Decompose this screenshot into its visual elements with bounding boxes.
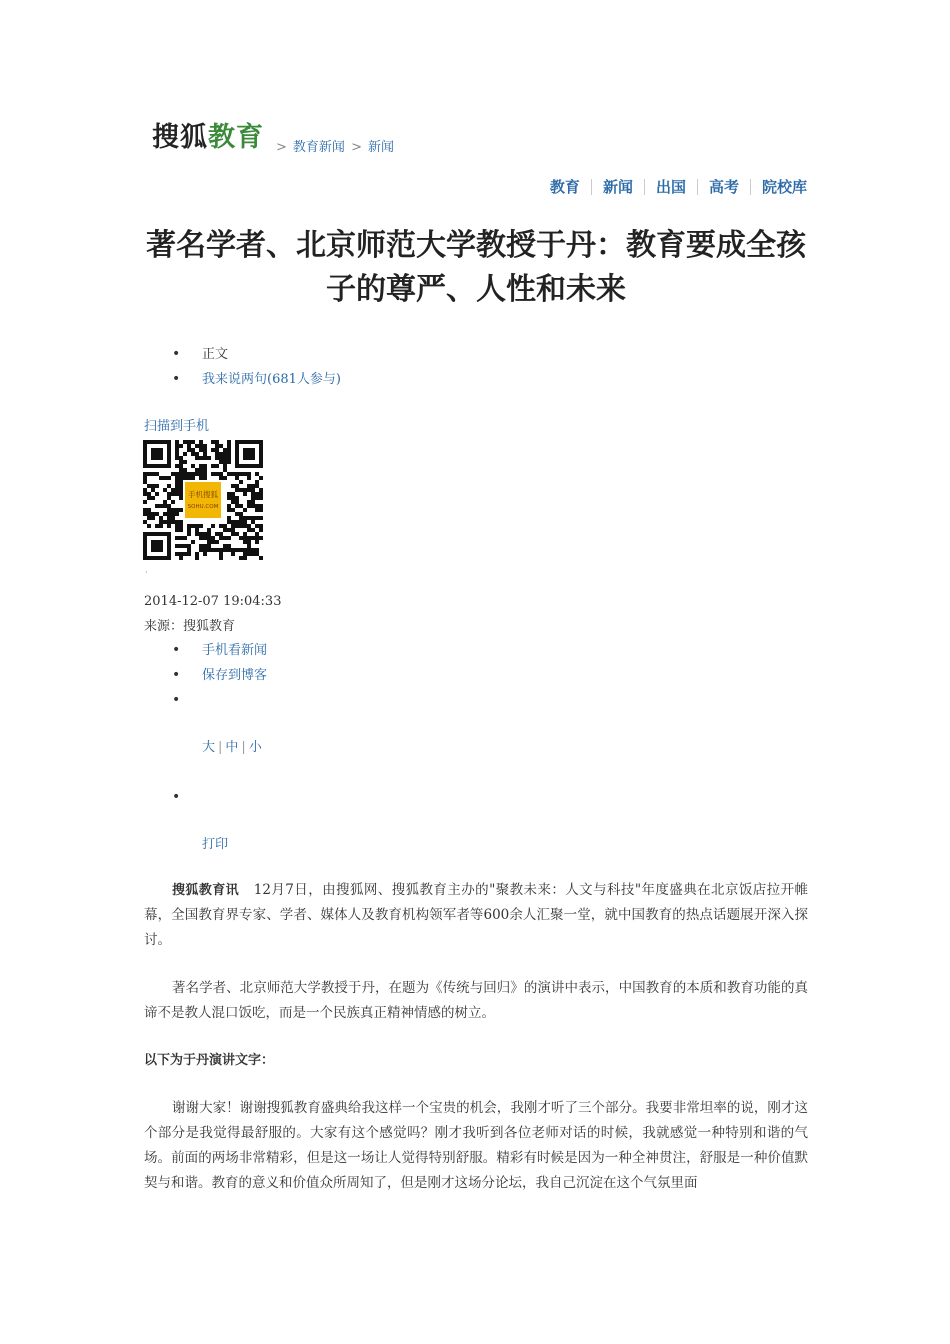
nav-school-library[interactable]: 院校库 <box>761 178 807 196</box>
breadcrumb <box>274 139 394 157</box>
tool-font-size <box>144 688 267 785</box>
qr-center-logo <box>185 482 221 518</box>
qr-code <box>143 440 263 560</box>
breadcrumb-news[interactable]: 新闻 <box>367 140 394 155</box>
nav-news[interactable]: 新闻 <box>602 178 633 196</box>
paragraph-1-text: 12月7日，由搜狐网、搜狐教育主办的"聚教未来：人文与科技"年度盛典在北京饭店拉开帷幕，全国教育界专家、学者、媒体人及教育机构领军者等600余人汇聚一堂，就中国教育的热点话题展开深入探讨。 <box>144 882 809 948</box>
logo-text-education: 教育 <box>208 122 264 153</box>
paragraph-4: 谢谢大家！谢谢搜狐教育盛典给我这样一个宝贵的机会，我刚才听了三个部分。我要非常坦率的说，刚才这个部分是我觉得最舒服的。大家有这个感觉吗？刚才我听到各位老师对话的时候，我就感觉一种特别和谐的气场。前面的两场非常精彩，但是这一场让人觉得特别舒服。精彩有时候是因为一种全神贯注，舒服是一种价值默契与和谐。教育的意义和价值众所周知了，但是刚才这场分论坛，我自己沉淀在这个气氛里面 <box>144 1100 808 1191</box>
paragraph-2: 著名学者、北京师范大学教授于丹，在题为《传统与回归》的演讲中表示，中国教育的本质和教育功能的真谛不是教人混口饭吃，而是一个民族真正精神情感的树立。 <box>144 980 808 1021</box>
font-size-switcher <box>202 735 262 760</box>
article-paragraph-3 <box>144 1048 808 1073</box>
print-link[interactable]: 打印 <box>202 837 229 852</box>
qr-center-text-2: SOHU.COM <box>187 504 219 510</box>
article-source: 来源：搜狐教育 <box>144 619 236 634</box>
channel-nav <box>539 177 807 197</box>
article-paragraph-1 <box>144 878 808 953</box>
tool-mobile[interactable] <box>144 638 267 663</box>
tab-comments[interactable] <box>144 367 341 392</box>
lead-source: 搜狐教育讯 <box>172 883 240 898</box>
sohu-education-logo[interactable] <box>152 118 264 158</box>
nav-education[interactable]: 教育 <box>549 178 580 196</box>
tool-print <box>144 785 267 882</box>
save-to-blog-link[interactable]: 保存到博客 <box>202 668 268 683</box>
font-size-large[interactable]: 大 <box>202 740 216 755</box>
article-tools <box>144 638 267 882</box>
breadcrumb-separator-icon: > <box>351 140 362 155</box>
breadcrumb-separator-icon: > <box>276 140 287 155</box>
font-size-medium[interactable]: 中 <box>225 740 239 755</box>
scan-to-phone[interactable] <box>144 418 209 436</box>
font-size-small[interactable]: 小 <box>248 740 262 755</box>
mobile-news-link[interactable]: 手机看新闻 <box>202 643 268 658</box>
publish-datetime: 2014-12-07 19:04:33 <box>144 594 282 609</box>
tab-main-text-label: 正文 <box>202 347 229 362</box>
article-tabs <box>144 342 341 392</box>
separator-dot: · <box>145 568 148 577</box>
comments-link[interactable]: 我来说两句(681人参与) <box>202 372 341 387</box>
font-size-divider: | <box>241 740 246 755</box>
scan-to-phone-link[interactable]: 扫描到手机 <box>144 419 210 434</box>
speech-heading: 以下为于丹演讲文字： <box>144 1053 275 1068</box>
logo-text-sohu: 搜狐 <box>152 122 208 153</box>
article-title: 著名学者、北京师范大学教授于丹：教育要成全孩子的尊严、人性和未来 <box>146 228 806 307</box>
nav-gaokao[interactable]: 高考 <box>708 178 739 196</box>
breadcrumb-education-news[interactable]: 教育新闻 <box>292 140 345 155</box>
tool-save[interactable] <box>144 663 267 688</box>
qr-center-text-1: 手机搜狐 <box>188 490 218 499</box>
font-size-divider: | <box>218 740 223 755</box>
article-paragraph-2 <box>144 976 808 1026</box>
article-paragraph-4 <box>144 1096 808 1196</box>
nav-study-abroad[interactable]: 出国 <box>655 178 686 196</box>
tab-main-text[interactable] <box>144 342 341 367</box>
paragraph-1 <box>144 878 808 953</box>
print-wrap <box>202 832 228 857</box>
